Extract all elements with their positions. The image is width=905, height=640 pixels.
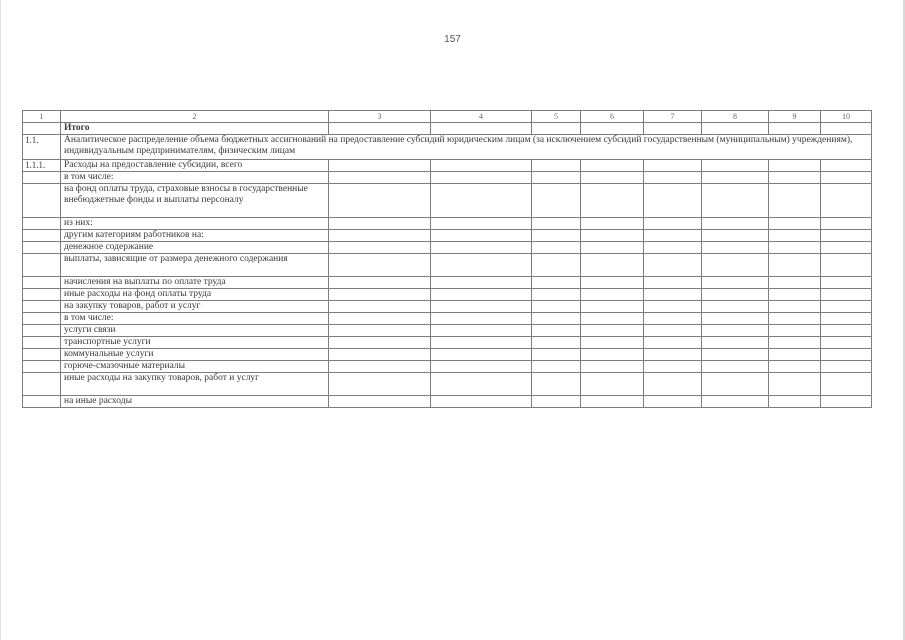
row-label: выплаты, зависящие от размера денежного содержания — [61, 254, 329, 277]
row-number — [23, 337, 61, 349]
table-cell — [702, 349, 769, 361]
row-number — [23, 218, 61, 230]
table-cell — [821, 396, 872, 408]
row-label: на фонд оплаты труда, страховые взносы в государственные внебюджетные фонды и выплаты персоналу — [61, 184, 329, 218]
table-cell — [581, 349, 644, 361]
table-cell — [702, 289, 769, 301]
table-cell — [532, 313, 581, 325]
table-cell — [329, 361, 431, 373]
table-cell — [581, 373, 644, 396]
table-cell — [431, 337, 532, 349]
row-label: из них: — [61, 218, 329, 230]
table-cell — [769, 218, 821, 230]
table-row — [23, 277, 872, 289]
table-cell — [702, 396, 769, 408]
table-cell — [702, 172, 769, 184]
table-row — [23, 289, 872, 301]
table-cell — [769, 254, 821, 277]
table-cell — [644, 230, 702, 242]
row-number — [23, 373, 61, 396]
table-cell — [431, 396, 532, 408]
table-cell — [702, 123, 769, 135]
column-header: 9 — [769, 111, 821, 123]
table-cell — [769, 160, 821, 172]
table-cell — [581, 160, 644, 172]
table-cell — [769, 230, 821, 242]
table-row — [23, 313, 872, 325]
table-cell — [431, 218, 532, 230]
table-cell — [702, 337, 769, 349]
table-row — [23, 325, 872, 337]
table-cell — [821, 361, 872, 373]
table-cell — [431, 184, 532, 218]
column-header-row — [23, 111, 872, 123]
table-row — [23, 361, 872, 373]
table-cell — [532, 184, 581, 218]
table-cell — [821, 325, 872, 337]
table-cell — [769, 172, 821, 184]
table-cell — [431, 230, 532, 242]
table-cell — [644, 218, 702, 230]
table-cell — [431, 313, 532, 325]
table-cell — [532, 396, 581, 408]
table-cell — [821, 373, 872, 396]
section-heading: Аналитическое распределение объема бюджетных ассигнований на предоставление субсидий юридическим лицам (за исключением субсидий государственным (муниципальным) учреждениям), индивидуальным предпринимателям, физическим лицам — [61, 135, 872, 160]
table-cell — [644, 325, 702, 337]
table-cell — [431, 373, 532, 396]
row-number — [23, 277, 61, 289]
column-header: 6 — [581, 111, 644, 123]
table-cell — [329, 373, 431, 396]
table-row — [23, 242, 872, 254]
budget-allocation-table — [22, 110, 872, 408]
table-cell — [329, 230, 431, 242]
table-row — [23, 172, 872, 184]
row-label: иные расходы на закупку товаров, работ и услуг — [61, 373, 329, 396]
table-row — [23, 160, 872, 172]
table-cell — [431, 277, 532, 289]
table-cell — [329, 277, 431, 289]
table-cell — [532, 325, 581, 337]
table-cell — [431, 123, 532, 135]
table-cell — [431, 349, 532, 361]
column-header: 1 — [23, 111, 61, 123]
table-row — [23, 337, 872, 349]
row-number — [23, 396, 61, 408]
table-cell — [821, 123, 872, 135]
table-cell — [532, 242, 581, 254]
table-cell — [821, 218, 872, 230]
table-cell — [821, 277, 872, 289]
table-cell — [644, 277, 702, 289]
table-cell — [769, 289, 821, 301]
table-cell — [644, 254, 702, 277]
table-cell — [702, 242, 769, 254]
table-cell — [532, 289, 581, 301]
table-cell — [581, 254, 644, 277]
table-cell — [532, 254, 581, 277]
table-cell — [644, 301, 702, 313]
row-label: другим категориям работников на: — [61, 230, 329, 242]
table-cell — [769, 123, 821, 135]
table-cell — [821, 349, 872, 361]
table-cell — [431, 325, 532, 337]
table-cell — [702, 325, 769, 337]
table-cell — [329, 289, 431, 301]
table-cell — [702, 373, 769, 396]
column-header: 8 — [702, 111, 769, 123]
table-cell — [644, 361, 702, 373]
row-number — [23, 242, 61, 254]
table-cell — [581, 289, 644, 301]
table-cell — [821, 242, 872, 254]
table-cell — [581, 301, 644, 313]
row-label: коммунальные услуги — [61, 349, 329, 361]
table-cell — [581, 313, 644, 325]
table-row — [23, 230, 872, 242]
row-number: 1.1.1. — [23, 160, 61, 172]
row-label: на закупку товаров, работ и услуг — [61, 301, 329, 313]
row-number — [23, 172, 61, 184]
row-number — [23, 184, 61, 218]
table-cell — [581, 184, 644, 218]
table-row — [23, 349, 872, 361]
table-row — [23, 218, 872, 230]
table-cell — [644, 242, 702, 254]
table-body — [23, 111, 872, 408]
table-cell — [431, 301, 532, 313]
table-cell — [532, 160, 581, 172]
table-cell — [329, 172, 431, 184]
table-cell — [532, 373, 581, 396]
table-cell — [532, 230, 581, 242]
table-cell — [532, 172, 581, 184]
table-cell — [329, 337, 431, 349]
scan-edge-left — [0, 0, 1, 640]
table-cell — [329, 313, 431, 325]
table-cell — [769, 277, 821, 289]
table-cell — [769, 361, 821, 373]
table-cell — [821, 230, 872, 242]
row-number — [23, 349, 61, 361]
column-header: 4 — [431, 111, 532, 123]
row-label: горюче-смазочные материалы — [61, 361, 329, 373]
table-cell — [644, 184, 702, 218]
table-cell — [581, 337, 644, 349]
table-cell — [581, 230, 644, 242]
table-cell — [702, 160, 769, 172]
table-cell — [329, 218, 431, 230]
table-cell — [581, 242, 644, 254]
table-cell — [431, 254, 532, 277]
table-cell — [769, 337, 821, 349]
table-cell — [821, 184, 872, 218]
table-cell — [329, 160, 431, 172]
table-cell — [769, 373, 821, 396]
table-cell — [702, 184, 769, 218]
table-cell — [702, 230, 769, 242]
table-cell — [769, 301, 821, 313]
column-header: 2 — [61, 111, 329, 123]
total-label: Итого — [61, 123, 329, 135]
table-cell — [644, 313, 702, 325]
table-cell — [821, 172, 872, 184]
table-cell — [644, 396, 702, 408]
table-cell — [329, 325, 431, 337]
table-cell — [821, 313, 872, 325]
row-label: иные расходы на фонд оплаты труда — [61, 289, 329, 301]
table-cell — [644, 172, 702, 184]
table-cell — [702, 313, 769, 325]
total-row — [23, 123, 872, 135]
table-cell — [431, 172, 532, 184]
table-row — [23, 373, 872, 396]
table-cell — [532, 301, 581, 313]
table-cell — [769, 242, 821, 254]
table-cell — [644, 123, 702, 135]
table-cell — [532, 218, 581, 230]
table-cell — [702, 361, 769, 373]
row-label: в том числе: — [61, 172, 329, 184]
column-header: 5 — [532, 111, 581, 123]
table-cell — [329, 254, 431, 277]
table-cell — [329, 396, 431, 408]
table-cell — [431, 361, 532, 373]
table-cell — [532, 123, 581, 135]
table-cell — [644, 337, 702, 349]
table-row — [23, 396, 872, 408]
row-number — [23, 289, 61, 301]
table-cell — [431, 289, 532, 301]
table-cell — [532, 277, 581, 289]
row-label: в том числе: — [61, 313, 329, 325]
row-label: услуги связи — [61, 325, 329, 337]
table-cell — [769, 184, 821, 218]
page-number: 157 — [444, 34, 461, 45]
row-label: транспортные услуги — [61, 337, 329, 349]
table-cell — [581, 123, 644, 135]
table-cell — [329, 301, 431, 313]
table-cell — [329, 349, 431, 361]
table-cell — [702, 277, 769, 289]
table-cell — [644, 349, 702, 361]
table-cell — [23, 123, 61, 135]
row-label: начисления на выплаты по оплате труда — [61, 277, 329, 289]
table-cell — [702, 301, 769, 313]
row-number — [23, 361, 61, 373]
table-cell — [329, 184, 431, 218]
table-cell — [644, 373, 702, 396]
table-cell — [532, 361, 581, 373]
row-number — [23, 254, 61, 277]
section-number: 1.1. — [23, 135, 61, 160]
table-cell — [821, 301, 872, 313]
table-cell — [702, 218, 769, 230]
table-cell — [821, 289, 872, 301]
table-cell — [769, 325, 821, 337]
section-row — [23, 135, 872, 160]
row-number — [23, 313, 61, 325]
row-number — [23, 230, 61, 242]
row-label: на иные расходы — [61, 396, 329, 408]
column-header: 3 — [329, 111, 431, 123]
table-cell — [532, 349, 581, 361]
table-cell — [821, 160, 872, 172]
table-row — [23, 254, 872, 277]
row-number — [23, 301, 61, 313]
table-cell — [329, 242, 431, 254]
table-cell — [431, 160, 532, 172]
table-cell — [769, 349, 821, 361]
table-cell — [532, 337, 581, 349]
table-cell — [702, 254, 769, 277]
row-number — [23, 325, 61, 337]
table-cell — [329, 123, 431, 135]
table-cell — [581, 218, 644, 230]
table-cell — [821, 254, 872, 277]
table-cell — [821, 337, 872, 349]
table-cell — [644, 160, 702, 172]
row-label: Расходы на предоставление субсидии, всего — [61, 160, 329, 172]
column-header: 10 — [821, 111, 872, 123]
table-row — [23, 301, 872, 313]
table-cell — [581, 325, 644, 337]
table-cell — [581, 396, 644, 408]
column-header: 7 — [644, 111, 702, 123]
table-cell — [431, 242, 532, 254]
table-cell — [644, 289, 702, 301]
table-row — [23, 184, 872, 218]
table-cell — [769, 313, 821, 325]
table-cell — [581, 277, 644, 289]
table-cell — [769, 396, 821, 408]
row-label: денежное содержание — [61, 242, 329, 254]
table-cell — [581, 172, 644, 184]
table-cell — [581, 361, 644, 373]
